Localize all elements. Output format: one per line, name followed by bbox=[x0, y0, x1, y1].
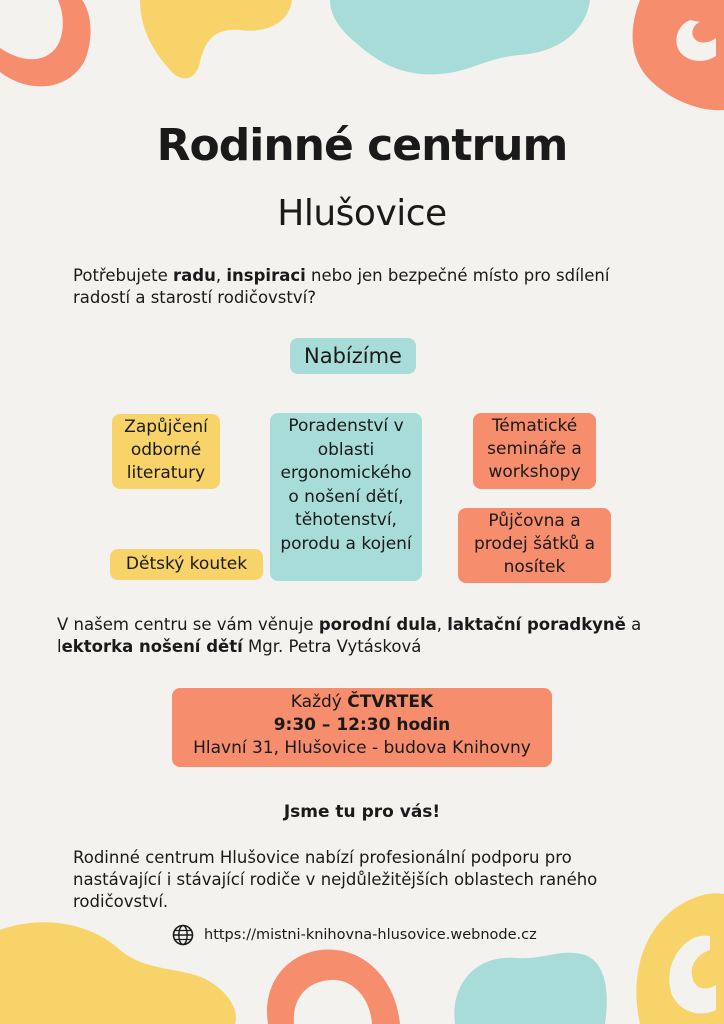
staff-text-1: V našem centru se vám věnuje bbox=[57, 615, 319, 634]
orange-spiral-shape bbox=[633, 0, 724, 110]
intro-paragraph bbox=[73, 265, 653, 309]
offer-item-counseling: Poradenství v oblasti ergonomického o nošení dětí, těhotenství, porodu a kojení bbox=[270, 413, 422, 581]
schedule-day bbox=[172, 691, 552, 714]
schedule-day-name: ČTVRTEK bbox=[347, 692, 434, 712]
page-subtitle: Hlušovice bbox=[277, 193, 447, 234]
intro-bold-inspiraci: inspiraci bbox=[226, 266, 306, 285]
schedule-hours: 9:30 – 12:30 hodin bbox=[273, 715, 451, 735]
offer-heading: Nabízíme bbox=[290, 338, 416, 374]
intro-text-3: nebo jen bezpečné místo pro sdílení radostí a starostí rodičovství? bbox=[73, 266, 610, 307]
intro-text-2: , bbox=[215, 266, 227, 285]
offer-item-kids-corner: Dětský koutek bbox=[110, 549, 263, 580]
website-url[interactable]: https://mistni-knihovna-hlusovice.webnode.cz bbox=[204, 927, 537, 943]
yellow-leaf-shape bbox=[140, 0, 292, 78]
staff-text-2: , bbox=[436, 615, 448, 634]
teal-blob-shape bbox=[330, 0, 590, 74]
schedule-box bbox=[172, 688, 552, 767]
offer-item-literature: Zapůjčení odborné literatury bbox=[112, 414, 220, 489]
orange-ring-shape bbox=[0, 0, 91, 86]
teal-blob-bottom-shape bbox=[454, 953, 606, 1024]
staff-bold-lactation: laktační poradkyně bbox=[447, 615, 626, 634]
staff-text-4: Mgr. Petra Vytásková bbox=[242, 637, 422, 656]
staff-bold-lecturer: ektorka nošení dětí bbox=[61, 637, 243, 656]
offer-item-workshops: Tématické semináře a workshopy bbox=[473, 413, 596, 489]
staff-text-3: a l bbox=[57, 615, 642, 656]
slogan: Jsme tu pro vás! bbox=[283, 802, 441, 822]
globe-icon bbox=[172, 924, 194, 946]
intro-bold-radu: radu bbox=[173, 266, 216, 285]
offer-item-rental: Půjčovna a prodej šátků a nosítek bbox=[458, 508, 611, 583]
intro-text-1: Potřebujete bbox=[73, 266, 174, 285]
orange-arch-shape bbox=[267, 949, 400, 1024]
schedule-day-prefix: Každý bbox=[290, 692, 348, 712]
website-link[interactable] bbox=[172, 923, 537, 947]
footer-paragraph: Rodinné centrum Hlušovice nabízí profesionální podporu pro nastávající i stávající rodiče v nejdůležitějších oblastech raného rodičovství. bbox=[73, 848, 598, 911]
staff-paragraph bbox=[57, 614, 677, 658]
staff-bold-dula: porodní dula bbox=[318, 615, 437, 634]
schedule-address: Hlavní 31, Hlušovice - budova Knihovny bbox=[193, 738, 531, 758]
page-title: Rodinné centrum bbox=[156, 120, 568, 171]
